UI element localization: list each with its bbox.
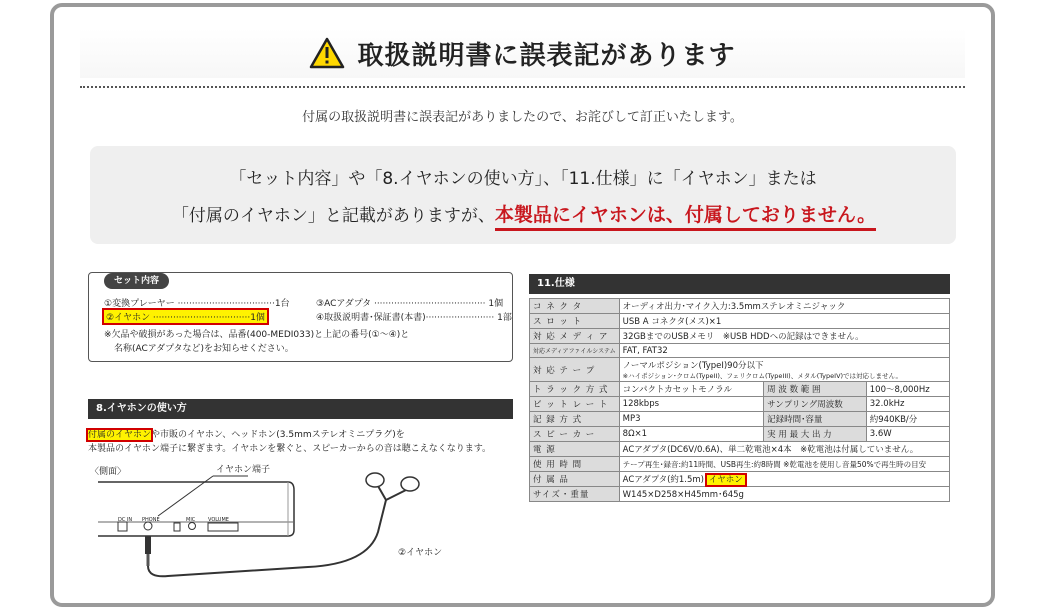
- table-row: [530, 344, 950, 358]
- accessory-highlight: イヤホン: [708, 475, 743, 485]
- title-bar: [80, 28, 965, 78]
- spec-label: 電 源: [530, 442, 620, 457]
- spec-value: 128kbps: [619, 397, 764, 412]
- spec-label: 実 用 最 大 出 力: [764, 427, 867, 442]
- earphone-section-title: 8.イヤホンの使い方: [88, 399, 513, 419]
- notice-line-1: 「セット内容」や「8.イヤホンの使い方」、「11.仕様」に「イヤホン」または: [229, 169, 817, 189]
- earphone-highlight: 付属のイヤホン: [88, 430, 152, 440]
- spec-value: FAT, FAT32: [619, 344, 949, 358]
- port-volume-label: VOLUME: [208, 517, 229, 523]
- table-row: [530, 427, 950, 442]
- side-view-label: 〈側面〉: [90, 467, 127, 477]
- spec-label: 記 録 方 式: [530, 412, 620, 427]
- set-note-2: 名称(ACアダプタなど)をお知らせください。: [114, 344, 294, 354]
- notice-line-2: [114, 200, 934, 227]
- spec-value: 8Ω×1: [619, 427, 764, 442]
- earphone-label: ②イヤホン: [398, 548, 443, 558]
- spec-value: [619, 358, 949, 382]
- spec-label: 使 用 時 間: [530, 457, 620, 472]
- set-item-1: ①変換プレーヤー ··································1台: [104, 299, 290, 309]
- earphone-text-1-rest: や市販のイヤホン、ヘッドホン(3.5mmステレオミニプラグ)を: [151, 430, 405, 440]
- spec-label: 記録時間･容量: [764, 412, 867, 427]
- accessory-value: ACアダプタ(約1.5m): [622, 475, 704, 485]
- device-illustration: [88, 472, 448, 582]
- set-contents-tag: セット内容: [104, 273, 169, 289]
- notice-box: [90, 146, 956, 244]
- port-phone-label: PHONE: [142, 517, 160, 523]
- table-row: [530, 412, 950, 427]
- warning-icon: [309, 37, 345, 69]
- spec-label: ビ ッ ト レ ー ト: [530, 397, 620, 412]
- table-row: [530, 314, 950, 329]
- earphone-text-1: [88, 427, 405, 440]
- table-row: [530, 382, 950, 397]
- spec-table: [529, 298, 950, 502]
- spec-value: [619, 472, 949, 487]
- table-row: [530, 442, 950, 457]
- spec-label: ス ロ ッ ト: [530, 314, 620, 329]
- spec-label: サイズ・重量: [530, 487, 620, 502]
- set-item-4: ④取扱説明書･保証書(本書)························ 1部: [316, 313, 512, 323]
- spec-label: 対応メディアファイルシステム: [530, 344, 620, 358]
- jack-label: イヤホン端子: [216, 465, 271, 475]
- spec-label: ス ピ ー カ ー: [530, 427, 620, 442]
- spec-label: ト ラ ッ ク 方 式: [530, 382, 620, 397]
- spec-value: MP3: [619, 412, 764, 427]
- notice-emphasis: 本製品にイヤホンは、付属しておりません。: [495, 204, 876, 231]
- table-row: [530, 329, 950, 344]
- spec-label: コ ネ ク タ: [530, 299, 620, 314]
- spec-label: サンプリング周波数: [764, 397, 867, 412]
- spec-value: ACアダプタ(DC6V/0.6A)、単二乾電池×4本 ※乾電池は付属していません。: [619, 442, 949, 457]
- port-mic-label: MIC: [186, 517, 196, 523]
- spec-label: 付 属 品: [530, 472, 620, 487]
- spec-section-title: 11.仕様: [529, 274, 950, 294]
- spec-value: 100～8,000Hz: [866, 382, 949, 397]
- spec-value: 3.6W: [866, 427, 949, 442]
- page-title: 取扱説明書に誤表記があります: [357, 40, 736, 71]
- table-row: [530, 457, 950, 472]
- table-row: [530, 358, 950, 382]
- spec-value: コンパクトカセットモノラル: [619, 382, 764, 397]
- intro-text: 付属の取扱説明書に誤表記がありましたので、お詫びして訂正いたします。: [302, 110, 743, 125]
- spec-value: テープ再生･録音:約11時間、USB再生:約8時間 ※乾電池を使用し音量50%で再生時の目安: [619, 457, 949, 472]
- spec-label: 周 波 数 範 囲: [764, 382, 867, 397]
- spec-value: W145×D258×H45mm･645g: [619, 487, 949, 502]
- spec-label: 対 応 メ デ ィ ア: [530, 329, 620, 344]
- tape-value-1: ノーマルポジション(TypeI)90分以下: [622, 361, 764, 371]
- set-item-2: ②イヤホン ··································1個: [104, 310, 267, 323]
- table-row: [530, 472, 950, 487]
- divider: [80, 86, 965, 88]
- spec-value: 32.0kHz: [866, 397, 949, 412]
- tape-value-2: ※ハイポジション･クロム(TypeII)、フェリクロム(TypeIII)、メタル(TypeIV)では対応しません。: [622, 372, 902, 380]
- earphone-text-2: 本製品のイヤホン端子に繋ぎます。イヤホンを繋ぐと、スピーカーからの音は聴こえなくなります。: [88, 444, 492, 454]
- spec-value: オーディオ出力･マイク入力:3.5mmステレオミニジャック: [619, 299, 949, 314]
- table-row: [530, 397, 950, 412]
- set-item-3: ③ACアダプタ ······································· 1個: [316, 299, 504, 309]
- table-row: [530, 487, 950, 502]
- spec-value: 32GBまでのUSBメモリ ※USB HDDへの記録はできません。: [619, 329, 949, 344]
- table-row: [530, 299, 950, 314]
- port-dcin-label: DC IN: [118, 517, 133, 523]
- spec-label: 対 応 テ ー プ: [530, 358, 620, 382]
- spec-value: USB A コネクタ(メス)×1: [619, 314, 949, 329]
- set-note-1: ※欠品や破損があった場合は、品番(400-MEDI033)と上記の番号(①～④)と: [104, 330, 410, 340]
- notice-line-2-prefix: 「付属のイヤホン」と記載がありますが、: [171, 206, 495, 226]
- spec-value: 約940KB/分: [866, 412, 949, 427]
